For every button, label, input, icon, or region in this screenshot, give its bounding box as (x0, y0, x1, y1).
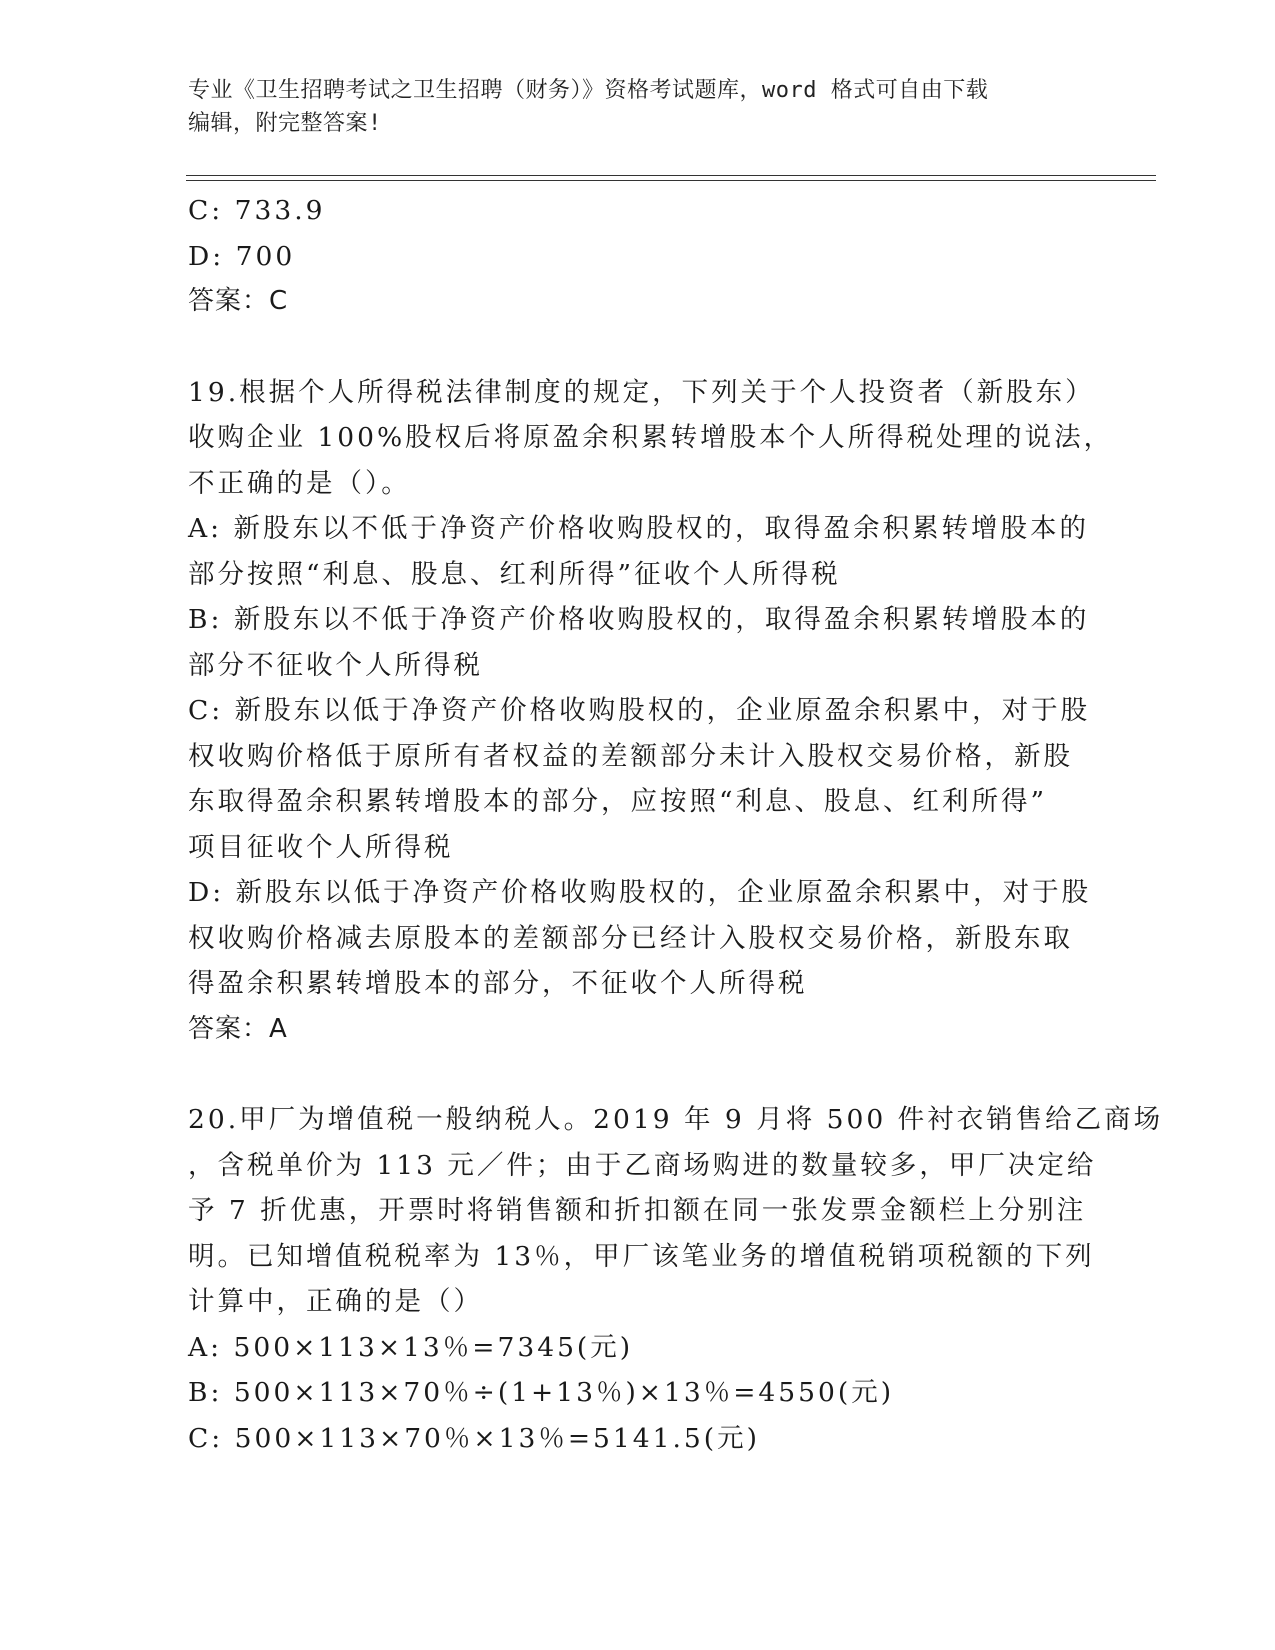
header-line-1: 专业《卫生招聘考试之卫生招聘（财务）》资格考试题库，word 格式可自由下载 (188, 78, 989, 103)
document-body (188, 188, 1164, 1461)
prev-answer: 答案：C (188, 286, 289, 316)
q19-stem-line: 19.根据个人所得税法律制度的规定，下列关于个人投资者（新股东） (188, 376, 1095, 408)
header-divider-bottom (186, 180, 1156, 181)
q19-option-a (188, 506, 1088, 597)
spacer (188, 1052, 1088, 1097)
header-divider-top (186, 175, 1156, 176)
q19-option-c-line: 项目征收个人所得税 (188, 831, 454, 863)
spacer (188, 325, 1088, 370)
q19-answer: 答案：A (188, 1013, 288, 1044)
q19-option-b-line: 部分不征收个人所得税 (188, 649, 483, 681)
q19-option-c-line: 东取得盈余积累转增股本的部分，应按照“利息、股息、红利所得” (188, 786, 1048, 817)
q19-option-b (188, 597, 1088, 688)
prev-option-c: C: 733.9 (188, 195, 326, 226)
q19-option-a-line: 部分按照“利息、股息、红利所得”征收个人所得税 (188, 558, 841, 590)
q19-option-d-line: 得盈余积累转增股本的部分，不征收个人所得税 (188, 968, 808, 999)
q19-stem-line: 收购企业 100%股权后将原盈余积累转增股本个人所得税处理的说法， (188, 422, 1114, 453)
q20-option-b: B: 500×113×70％÷(1+13％)×13％=4550(元) (188, 1377, 895, 1408)
q20-stem-line: 明。已知增值税税率为 13％，甲厂该笔业务的增值税销项税额的下列 (188, 1240, 1095, 1272)
q19-stem (188, 370, 1114, 507)
q20-stem-line: ，含税单价为 113 元／件；由于乙商场购进的数量较多，甲厂决定给 (188, 1149, 1097, 1181)
q20-option-c: C: 500×113×70％×13％=5141.5(元) (188, 1422, 760, 1454)
q19-option-b-line: B: 新股东以不低于净资产价格收购股权的，取得盈余积累转增股本的 (188, 604, 1090, 635)
q20-stem-line: 计算中，正确的是（） (188, 1286, 483, 1317)
q19-option-a-line: A: 新股东以不低于净资产价格收购股权的，取得盈余积累转增股本的 (188, 513, 1089, 544)
header-line-2: 编辑，附完整答案! (188, 111, 382, 136)
q20-stem-line: 20.甲厂为增值税一般纳税人。2019 年 9 月将 500 件衬衣销售给乙商场 (188, 1104, 1164, 1135)
q20-option-a: A: 500×113×13％=7345(元) (188, 1331, 634, 1363)
q19-option-c (188, 688, 1091, 870)
q20-stem-line: 予 7 折优惠，开票时将销售额和折扣额在同一张发票金额栏上分别注 (188, 1195, 1087, 1226)
q19-option-c-line: C: 新股东以低于净资产价格收购股权的，企业原盈余积累中，对于股 (188, 695, 1091, 726)
q19-option-d-line: 权收购价格减去原股本的差额部分已经计入股权交易价格，新股东取 (188, 922, 1073, 954)
q19-option-d (188, 870, 1092, 1007)
document-header (188, 74, 1088, 140)
q19-option-d-line: D: 新股东以低于净资产价格收购股权的，企业原盈余积累中，对于股 (188, 877, 1092, 908)
prev-option-d: D: 700 (188, 240, 296, 272)
q19-stem-line: 不正确的是（）。 (188, 467, 411, 499)
q20-stem (188, 1097, 1164, 1325)
q19-option-c-line: 权收购价格低于原所有者权益的差额部分未计入股权交易价格，新股 (188, 740, 1073, 772)
